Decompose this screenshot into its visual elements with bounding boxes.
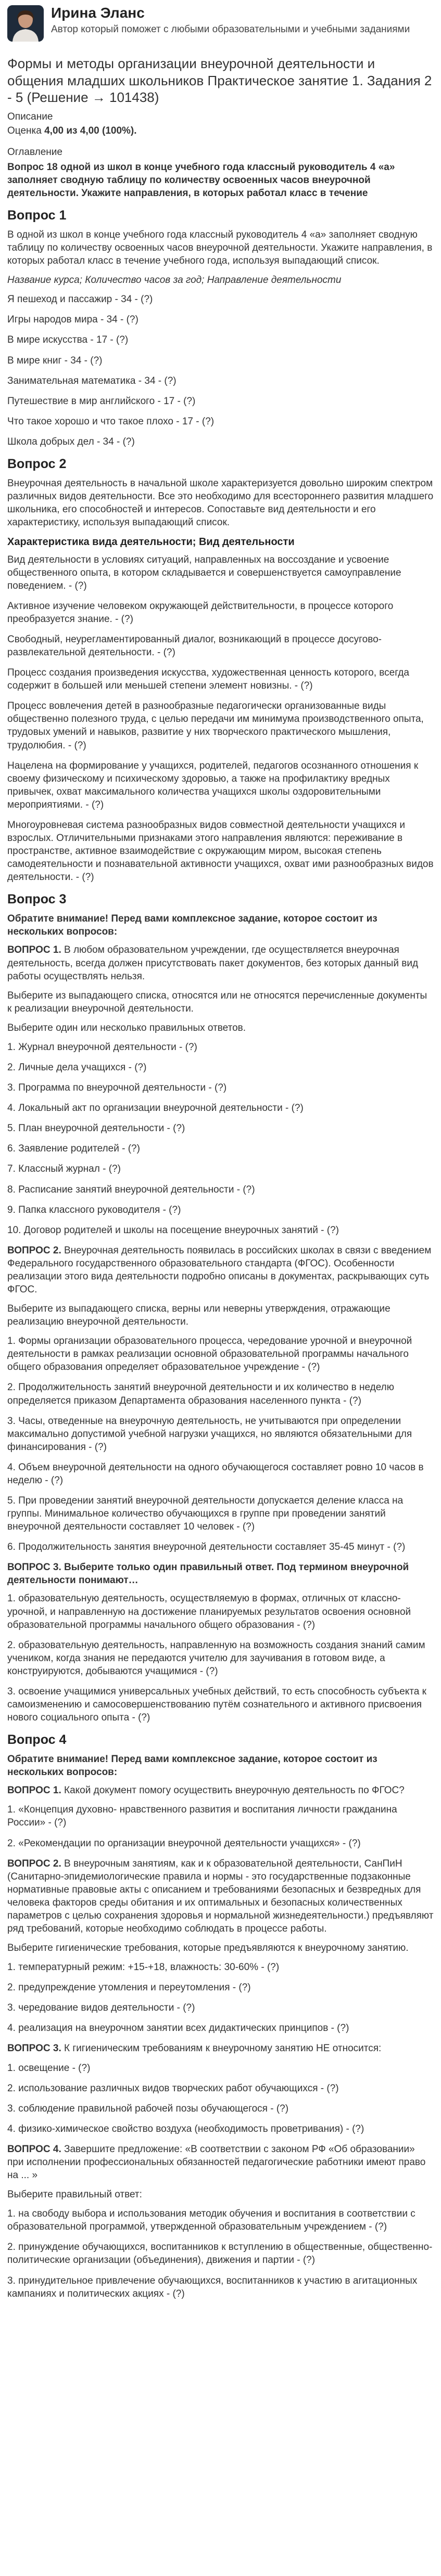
- question-1-note: Название курса; Количество часов за год; Направление деятельности: [7, 275, 342, 286]
- list-item[interactable]: 2. «Рекомендации по организации внеурочной деятельности учащихся» - (?): [7, 1837, 361, 1849]
- question-2-subheading: Характеристика вида деятельности; Вид деятельности: [7, 536, 295, 548]
- question-4-part-2: [7, 1857, 434, 1935]
- question-3-intro: Обратите внимание! Перед вами комплексное задание, которое состоит из нескольких вопросов:: [7, 913, 377, 938]
- page-title: Формы и методы организации внеурочной деятельности и общения младших школьников Практическое занятие 1. Задания 2 - 5 (Решение → 101438): [7, 56, 432, 105]
- list-item[interactable]: Занимательная математика - 34 - (?): [7, 375, 177, 386]
- list-item[interactable]: 10. Договор родителей и школы на посещение внеурочных занятий - (?): [7, 1224, 339, 1236]
- question-3-part-3: ВОПРОС 3. Выберите только один правильный ответ. Под термином внеурочной деятельности понимают…: [7, 1562, 409, 1586]
- question-1-items: [7, 293, 434, 448]
- list-item[interactable]: 3. Часы, отведенные на внеурочную деятельность, не учитываются при определении максимально допустимой учебной нагрузки учащихся, но являются обязательными для финансирования - (?): [7, 1415, 412, 1453]
- list-item[interactable]: 6. Продолжительность занятия внеурочной деятельности составляет 35-45 минут - (?): [7, 1542, 406, 1553]
- part-label: ВОПРОС 2.: [7, 1245, 61, 1256]
- score-value: 4,00 из 4,00 (100%).: [44, 125, 137, 136]
- list-item[interactable]: 3. соблюдение правильной рабочей позы обучающегося - (?): [7, 2103, 289, 2114]
- score-label: Оценка: [7, 125, 42, 136]
- list-item[interactable]: 1. температурный режим: +15-+18, влажность: 30-60% - (?): [7, 1962, 280, 1973]
- question-3-heading: Вопрос 3: [7, 892, 67, 907]
- question-2-heading: Вопрос 2: [7, 456, 67, 471]
- list-item[interactable]: В мире книг - 34 - (?): [7, 355, 103, 366]
- list-item[interactable]: Нацелена на формирование у учащихся, родителей, педагогов осознанного отношения к своему физическому и психическому здоровью, а также на профилактику вредных привычек, охват максимального количества учащихся школы оздоровительными мероприятиями. - (?): [7, 760, 419, 810]
- list-item[interactable]: 4. Локальный акт по организации внеурочной деятельности - (?): [7, 1103, 304, 1114]
- question-3-part-1-items: [7, 1041, 434, 1237]
- author-info: [51, 5, 410, 36]
- question-3-part-1: [7, 943, 434, 982]
- list-item[interactable]: Что такое хорошо и что такое плохо - 17 - (?): [7, 416, 215, 427]
- question-4-part-2-task: Выберите гигиенические требования, которые предъявляются к внеурочному занятию.: [7, 1943, 409, 1954]
- question-4-part-1: [7, 1784, 434, 1797]
- question-1-text: В одной из школ в конце учебного года классный руководитель 4 «а» заполняет сводную таблицу по количеству освоенных часов внеурочной деятельности. Укажите направления, в которых работал класс в течение учебного года, используя выпадающий список.: [7, 229, 433, 267]
- part-label: ВОПРОС 2.: [7, 1858, 61, 1869]
- question-3-part-2: [7, 1244, 434, 1296]
- list-item[interactable]: 2. Продолжительность занятий внеурочной деятельности и их количество в неделю определяется приказом Департамента образования населенного пункта - (?): [7, 1382, 394, 1406]
- list-item[interactable]: 2. образовательную деятельность, направленную на возможность создания знаний самим учеником, когда знания не передаются учителю для заучивания в готовом виде, а конструируются, добываются учащимися - (?): [7, 1639, 425, 1677]
- list-item[interactable]: 1. Журнал внеурочной деятельности - (?): [7, 1041, 197, 1053]
- list-item[interactable]: 9. Папка классного руководителя - (?): [7, 1204, 181, 1215]
- list-item[interactable]: 3. чередование видов деятельности - (?): [7, 2002, 195, 2014]
- question-4-part-4: [7, 2143, 434, 2182]
- question-4-part-4-items: [7, 2207, 434, 2300]
- list-item[interactable]: В мире искусства - 17 - (?): [7, 334, 129, 346]
- part-text: Внеурочная деятельность появилась в российских школах в связи с введением Федерального государственного образовательного стандарта (ФГОС). Особенности реализации этого вида деятельности подробно описаны в документах, раскрывающих суть ФГОС.: [7, 1245, 432, 1295]
- question-3-part-1-select: Выберите один или несколько правильных ответов.: [7, 1022, 246, 1033]
- list-item[interactable]: Процесс вовлечения детей в разнообразные педагогически организованные виды общественно полезного труда, с целью передачи им минимума производственного опыта, трудовых умений и навыков, развитие у них творческого практического мышления, трудолюбия. - (?): [7, 701, 424, 751]
- question-4-intro: Обратите внимание! Перед вами комплексное задание, которое состоит из нескольких вопросов:: [7, 1754, 377, 1778]
- list-item[interactable]: Многоуровневая система разнообразных видов совместной деятельности учащихся и взрослых. Отличительными признаками этого направления являются: переживание в пространстве, активное взаимодействие с окружающим миром, высокая степень самодеятельности и познавательной активности учащихся, охват ими разнообразных видов деятельности. - (?): [7, 819, 434, 883]
- question-4-heading: Вопрос 4: [7, 1732, 67, 1747]
- list-item[interactable]: 1. образовательную деятельность, осуществляемую в формах, отличных от классно-урочной, и направленную на достижение планируемых результатов освоения основной образовательной программы начального общего образования - (?): [7, 1593, 411, 1630]
- toc-label: Оглавление: [7, 146, 62, 158]
- score-line: [7, 124, 434, 137]
- list-item[interactable]: Игры народов мира - 34 - (?): [7, 314, 138, 326]
- question-3-part-3-items: [7, 1592, 434, 1724]
- part-label: ВОПРОС 1.: [7, 1785, 61, 1796]
- list-item[interactable]: Я пешеход и пассажир - 34 - (?): [7, 294, 153, 305]
- list-item[interactable]: 1. «Концепция духовно- нравственного развития и воспитания личности гражданина России» - (?): [7, 1804, 397, 1829]
- part-label: ВОПРОС 1.: [7, 944, 61, 956]
- list-item[interactable]: 2. принуждение обучающихся, воспитанников к вступлению в общественные, общественно-политические организации (объединения), движения и партии - (?): [7, 2242, 433, 2266]
- list-item[interactable]: 2. использование различных видов творческих работ обучающихся - (?): [7, 2082, 339, 2094]
- description-label: Описание: [7, 111, 53, 122]
- list-item[interactable]: 3. принудительное привлечение обучающихся, воспитанников к участию в агитационных кампаниях и политических акциях - (?): [7, 2275, 418, 2299]
- question-4-part-4-task: Выберите правильный ответ:: [7, 2189, 142, 2200]
- list-item[interactable]: 1. освещение - (?): [7, 2062, 91, 2074]
- author-avatar[interactable]: [7, 5, 44, 42]
- list-item[interactable]: 5. План внеурочной деятельности - (?): [7, 1123, 185, 1134]
- question-4-part-3: [7, 2042, 434, 2055]
- question-1-heading: Вопрос 1: [7, 208, 67, 223]
- author-description: Автор который поможет с любыми образовательными и учебными заданиями: [51, 23, 410, 35]
- question-4-part-3-items: [7, 2062, 434, 2135]
- list-item[interactable]: Школа добрых дел - 34 - (?): [7, 436, 135, 447]
- part-label: ВОПРОС 3.: [7, 2043, 61, 2054]
- part-text: К гигиеническим требованиям к внеурочному занятию НЕ относится:: [61, 2043, 382, 2054]
- part-text: В любом образовательном учреждении, где осуществляется внеурочная деятельность, всегда должен присутствовать пакет документов, без которых данный вид работы осуществлять нельзя.: [7, 944, 419, 982]
- list-item[interactable]: 7. Классный журнал - (?): [7, 1163, 121, 1175]
- list-item[interactable]: 3. освоение учащимися универсальных учебных действий, то есть способность субъекта к самоизменению и самосовершенствованию путём сознательного и активного присвоения нового социального опыта - (?): [7, 1686, 426, 1724]
- part-text: В внеурочным занятиям, как и к образовательной деятельности, СанПиН (Санитарно-эпидемиологические правила и нормы - это государственные подзаконные нормативные правовые акты с описанием и требованиями безопасных и безвредных для человека факторов среды обитания и их оптимальных и безопасных количественных параметров с целью сохранения здоровья и нормальной жизнедеятельности.) предъявляют ряд требований, которые необходимо соблюдать в процессе работы.: [7, 1858, 434, 1935]
- author-name[interactable]: Ирина Эланс: [51, 5, 145, 21]
- list-item[interactable]: Активное изучение человеком окружающей действительности, в процессе которого преобразуется знание. - (?): [7, 600, 394, 625]
- list-item[interactable]: 2. предупреждение утомления и переутомления - (?): [7, 1982, 251, 1994]
- list-item[interactable]: Путешествие в мир английского - 17 - (?): [7, 395, 196, 407]
- question-2-text: Внеурочная деятельность в начальной школе характеризуется довольно широким спектром различных видов деятельности. Все это необходимо для всестороннего развития младшего школьника, его способностей и интересов. Сопоставьте вид деятельности и его характеристику, используя выпадающий список.: [7, 477, 434, 528]
- list-item[interactable]: 1. на свободу выбора и использования методик обучения и воспитания в соответствии с образовательной программой, утвержденной образовательным учреждением - (?): [7, 2208, 415, 2233]
- list-item[interactable]: 3. Программа по внеурочной деятельности - (?): [7, 1082, 227, 1094]
- part-text: Завершите предложение: «В соответствии с законом РФ «Об образовании» при исполнении профессиональных обязанностей педагогические работники имеют право на ... »: [7, 2143, 426, 2181]
- question-2-items: [7, 553, 434, 884]
- person-icon: [7, 5, 44, 42]
- list-item[interactable]: Вид деятельности в условиях ситуаций, направленных на воссоздание и усвоение общественного опыта, в котором складывается и совершенствуется самоуправление поведением. - (?): [7, 554, 401, 591]
- question-4-part-2-items: [7, 1961, 434, 2035]
- part-text: Какой документ помогу осуществить внеурочную деятельность по ФГОС?: [61, 1785, 405, 1796]
- list-item[interactable]: 1. Формы организации образовательного процесса, чередование урочной и внеурочной деятельности в рамках реализации основной образовательной программы начального общего образования определяет образовательное учреждение - (?): [7, 1336, 412, 1373]
- question-3-part-2-task: Выберите из выпадающего списка, верны или неверны утверждения, отражающие реализацию внеурочной деятельности.: [7, 1303, 390, 1328]
- question-3-part-2-items: [7, 1335, 434, 1554]
- question-3-part-1-task: Выберите из выпадающего списка, относятся или не относятся перечисленные документы к реализации внеурочной деятельности.: [7, 990, 427, 1014]
- list-item[interactable]: 4. физико-химическое свойство воздуха (необходимость проветривания) - (?): [7, 2123, 364, 2134]
- list-item[interactable]: 4. Объем внеурочной деятельности на одного обучающегося составляет ровно 10 часов в неделю - (?): [7, 1461, 424, 1486]
- question-4-part-1-items: [7, 1803, 434, 1849]
- list-item[interactable]: 4. реализация на внеурочном занятии всех дидактических принципов - (?): [7, 2023, 349, 2034]
- list-item[interactable]: Свободный, неурегламентированный диалог, возникающий в процессе досугово-развлекательной деятельности. - (?): [7, 634, 382, 658]
- list-item[interactable]: 6. Заявление родителей - (?): [7, 1143, 140, 1155]
- list-item[interactable]: 2. Личные дела учащихся - (?): [7, 1062, 147, 1073]
- author-header: [7, 5, 434, 42]
- part-label: ВОПРОС 4.: [7, 2143, 61, 2155]
- list-item[interactable]: Процесс создания произведения искусства, художественная ценность которого, всегда содержит в большей или меньшей степени элемент новизны. - (?): [7, 667, 409, 692]
- list-item[interactable]: 5. При проведении занятий внеурочной деятельности допускается деление класса на группы. Минимальное количество обучающихся в группе при проведении занятий внеурочной деятельности составляет 10 человек - (?): [7, 1495, 404, 1533]
- intro-question: Вопрос 18 одной из школ в конце учебного года классный руководитель 4 «а» заполняет сводную таблицу по количеству освоенных часов внеурочной деятельности. Укажите направления, в которых работал класс в течение: [7, 161, 395, 199]
- list-item[interactable]: 8. Расписание занятий внеурочной деятельности - (?): [7, 1184, 255, 1195]
